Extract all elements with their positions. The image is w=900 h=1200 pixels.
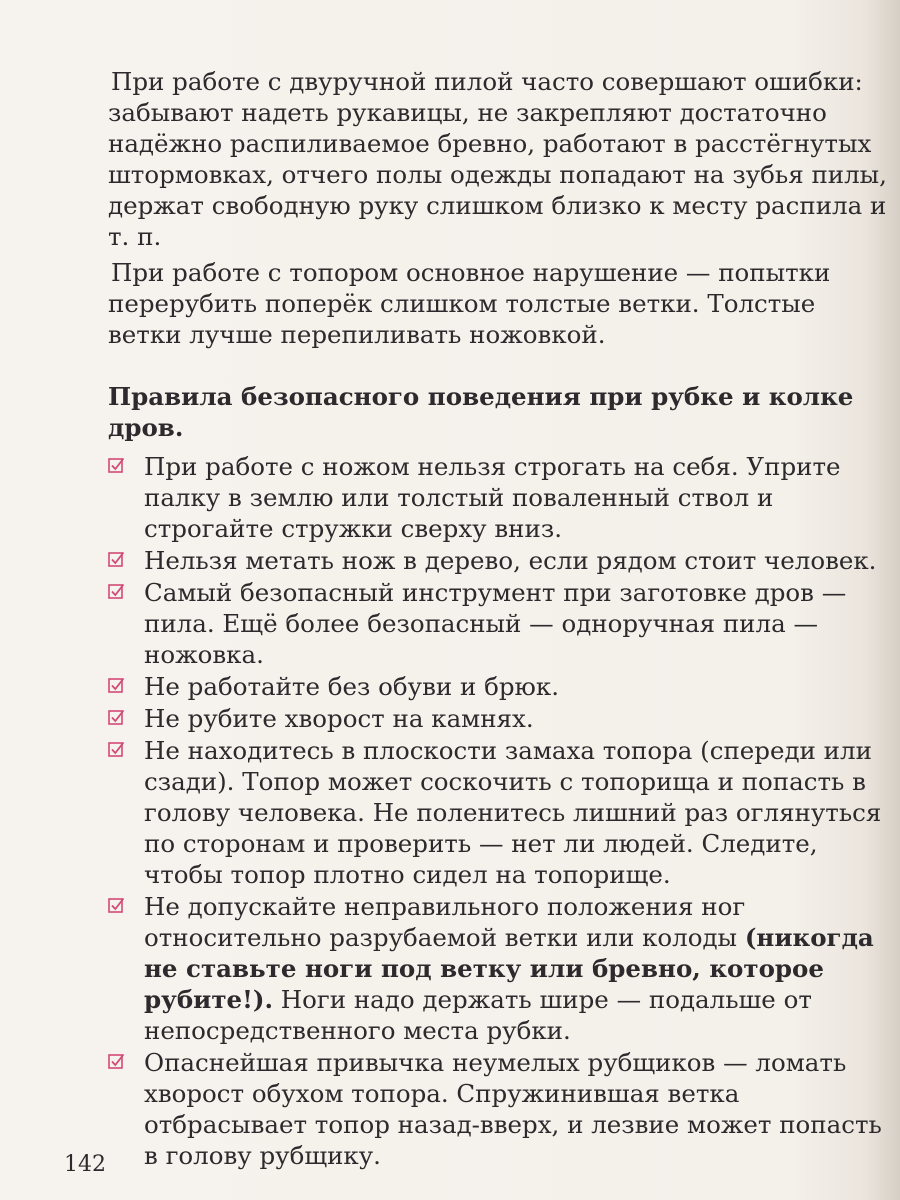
- paragraph-saw-errors: При работе с двуручной пилой часто совершают ошибки: забывают надеть рукавицы, не закрепляют достаточно надёжно распиливаемое бревно, работают в расстёгнутых штормовках, отчего полы одежды попадают на зубья пилы, держат свободную руку слишком близко к месту распила и т. п.: [108, 67, 887, 251]
- rules-list: [108, 451, 892, 1171]
- list-item: [108, 577, 892, 670]
- rule-text-part: Ноги надо держать шире — подальше от непосредственного места рубки.: [144, 985, 812, 1045]
- list-item: [108, 545, 892, 576]
- list-item: [108, 703, 892, 734]
- checkbox-checked-icon: [108, 457, 125, 474]
- checkbox-checked-icon: [108, 583, 125, 600]
- checkbox-checked-icon: [108, 897, 125, 914]
- rule-text: Нельзя метать нож в дерево, если рядом стоит человек.: [144, 546, 877, 575]
- rule-text: При работе с ножом нельзя строгать на себя. Уприте палку в землю или толстый поваленный ствол и строгайте стружки сверху вниз.: [144, 452, 841, 543]
- checkbox-checked-icon: [108, 551, 125, 568]
- list-item: [108, 671, 892, 702]
- rule-text: Опаснейшая привычка неумелых рубщиков — ломать хворост обухом топора. Спружинившая ветка отбрасывает топор назад-вверх, и лезвие может попасть в голову рубщику.: [144, 1048, 882, 1170]
- checkbox-checked-icon: [108, 709, 125, 726]
- page-content: [108, 66, 892, 1172]
- list-item: [108, 451, 892, 544]
- rule-text-emphasis: (никогда не ставьте ноги под ветку или бревно, которое рубите!).: [144, 923, 874, 1014]
- paragraph-axe-errors: При работе с топором основное нарушение — попытки перерубить поперёк слишком толстые ветки. Толстые ветки лучше перепиливать ножовкой.: [108, 258, 831, 349]
- list-item: [108, 735, 892, 890]
- rule-text: Не рубите хворост на камнях.: [144, 704, 534, 733]
- checkbox-checked-icon: [108, 677, 125, 694]
- list-item: [108, 1047, 892, 1171]
- rule-text: Не работайте без обуви и брюк.: [144, 672, 559, 701]
- checkbox-checked-icon: [108, 741, 125, 758]
- page-number: 142: [64, 1152, 106, 1177]
- section-heading: Правила безопасного поведения при рубке и колке дров.: [108, 382, 854, 442]
- list-item: [108, 891, 892, 1046]
- checkbox-checked-icon: [108, 1053, 125, 1070]
- rule-text-part: Не допускайте неправильного положения ног относительно разрубаемой ветки или колоды: [144, 892, 746, 952]
- rule-text: Самый безопасный инструмент при заготовке дров — пила. Ещё более безопасный — одноручная пила — ножовка.: [144, 578, 847, 669]
- rule-text: Не находитесь в плоскости замаха топора (спереди или сзади). Топор может соскочить с топорища и попасть в голову человека. Не поленитесь лишний раз оглянуться по сторонам и проверить — нет ли людей. Следите, чтобы топор плотно сидел на топорище.: [144, 736, 882, 889]
